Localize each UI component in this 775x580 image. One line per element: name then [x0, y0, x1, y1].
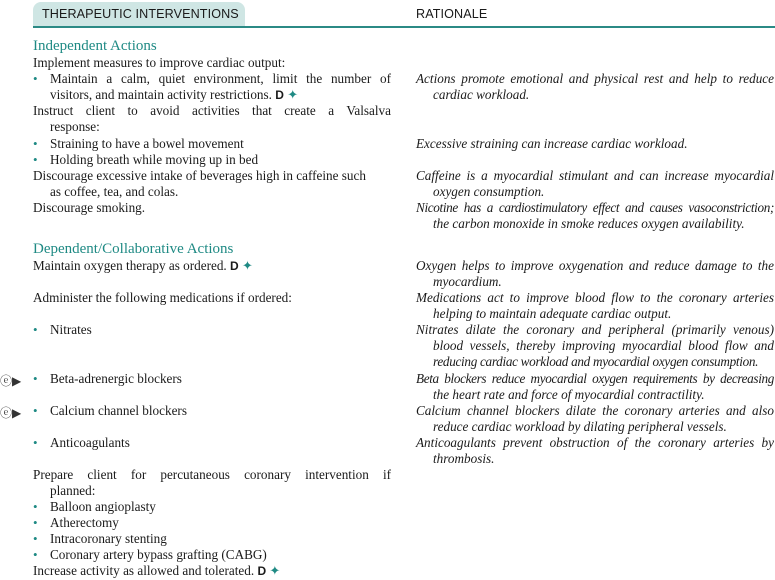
- list-item: • Straining to have a bowel movement: [33, 136, 244, 152]
- rationale-text: Anticoagulants prevent obstruction of the coronary arteries by: [416, 435, 774, 450]
- bullet-icon: [33, 136, 38, 152]
- rationale-text: Nitrates dilate the coronary and peripheral (primarily venous): [416, 322, 774, 337]
- rationale-text: Calcium channel blockers dilate the coronary arteries and also: [416, 403, 774, 418]
- diamond-icon: ✦: [287, 87, 299, 102]
- list-item: • Balloon angioplasty: [33, 499, 156, 515]
- list-item: • Calcium channel blockers: [33, 403, 187, 419]
- bullet-icon: [33, 403, 38, 419]
- rationale-text: Beta blockers reduce myocardial oxygen requirements by decreasing: [416, 371, 774, 386]
- intervention-text: Instruct client to avoid activities that create a Valsalva: [33, 103, 391, 118]
- e-resource-marker-icon[interactable]: ⓔ▶: [0, 406, 22, 420]
- list-item: • Beta-adrenergic blockers: [33, 371, 182, 387]
- intervention-text: Administer the following medications if ordered:: [33, 290, 292, 305]
- rationale-text: Excessive straining can increase cardiac workload.: [416, 136, 688, 151]
- rationale-text-continuation: myocardium.: [433, 274, 502, 289]
- bullet-icon: [33, 499, 38, 515]
- list-item: • Maintain a calm, quiet environment, limit the number of: [33, 71, 391, 87]
- column-header-rationale: RATIONALE: [416, 7, 488, 21]
- intervention-text-continuation: planned:: [50, 483, 96, 498]
- list-item: • Atherectomy: [33, 515, 119, 531]
- delegation-d-icon: D: [257, 564, 267, 578]
- rationale-text: Actions promote emotional and physical rest and help to reduce: [416, 71, 774, 86]
- rationale-text-continuation: the heart rate and force of myocardial contractility.: [433, 387, 705, 402]
- rationale-text-continuation: reducing cardiac workload and myocardial oxygen consumption.: [433, 354, 759, 369]
- column-header-interventions: THERAPEUTIC INTERVENTIONS: [42, 7, 239, 21]
- header-divider: [33, 26, 775, 28]
- bullet-icon: [33, 322, 38, 338]
- intervention-text: Maintain oxygen therapy as ordered. D ✦: [33, 258, 253, 273]
- bullet-icon: [33, 371, 38, 387]
- list-item: • Nitrates: [33, 322, 92, 338]
- rationale-text: Medications act to improve blood flow to the coronary arteries: [416, 290, 774, 305]
- rationale-text: Nicotine has a cardiostimulatory effect and causes vasoconstriction;: [416, 200, 774, 215]
- rationale-text-continuation: cardiac workload.: [433, 87, 530, 102]
- intervention-text-continuation: as coffee, tea, and colas.: [50, 184, 179, 199]
- rationale-text: Caffeine is a myocardial stimulant and can increase myocardial: [416, 168, 774, 183]
- intervention-text-continuation: response:: [50, 119, 100, 134]
- delegation-d-icon: D: [275, 88, 284, 102]
- section-heading-dependent: Dependent/Collaborative Actions: [33, 241, 234, 257]
- bullet-icon: [33, 435, 38, 451]
- rationale-text-continuation: helping to maintain adequate cardiac output.: [433, 306, 672, 321]
- list-item: • Intracoronary stenting: [33, 531, 167, 547]
- diamond-icon: ✦: [241, 258, 253, 273]
- bullet-icon: [33, 531, 38, 547]
- intervention-text: Increase activity as allowed and tolerated. D ✦: [33, 563, 281, 578]
- list-item-continuation: visitors, and maintain activity restrictions. D ✦: [50, 87, 299, 102]
- rationale-text: Oxygen helps to improve oxygenation and reduce damage to the: [416, 258, 774, 273]
- rationale-text-continuation: blood vessels, thereby improving myocardial blood flow and: [433, 338, 774, 353]
- intervention-text: Discourage smoking.: [33, 200, 146, 215]
- bullet-icon: [33, 71, 38, 87]
- list-item: • Coronary artery bypass grafting (CABG): [33, 547, 267, 563]
- bullet-icon: [33, 152, 38, 168]
- rationale-text-continuation: oxygen consumption.: [433, 184, 545, 199]
- rationale-text-continuation: thrombosis.: [433, 451, 495, 466]
- intervention-text: Discourage excessive intake of beverages high in caffeine such: [33, 168, 366, 183]
- list-item: • Anticoagulants: [33, 435, 130, 451]
- e-resource-marker-icon[interactable]: ⓔ▶: [0, 374, 22, 388]
- delegation-d-icon: D: [230, 259, 239, 273]
- list-item: • Holding breath while moving up in bed: [33, 152, 258, 168]
- bullet-icon: [33, 515, 38, 531]
- intervention-text: Prepare client for percutaneous coronary intervention if: [33, 467, 391, 482]
- section-heading-independent: Independent Actions: [33, 38, 157, 54]
- intervention-text: Implement measures to improve cardiac output:: [33, 55, 286, 70]
- rationale-text-continuation: reduce cardiac workload by dilating peripheral vessels.: [433, 419, 727, 434]
- rationale-text-continuation: the carbon monoxide in smoke reduces oxygen availability.: [433, 216, 745, 231]
- diamond-icon: ✦: [269, 563, 281, 578]
- bullet-icon: [33, 547, 38, 563]
